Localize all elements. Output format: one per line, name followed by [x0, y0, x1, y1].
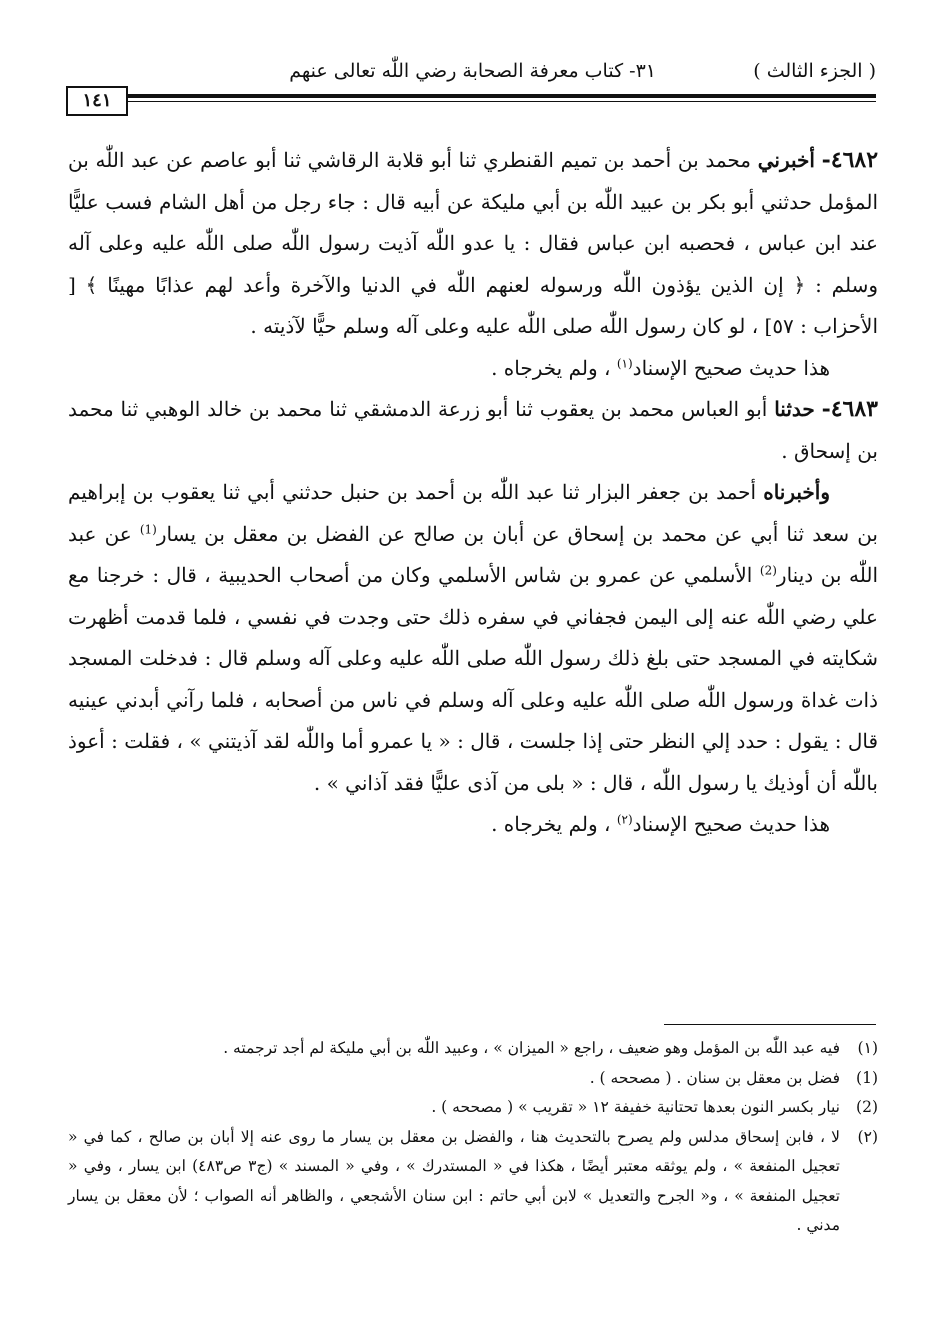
footnote-ref: (2)	[759, 563, 777, 578]
grading-tail: ، ولم يخرجاه .	[491, 355, 611, 380]
footnote-ref: (1)	[139, 521, 157, 536]
footnote-separator	[664, 1024, 876, 1025]
footnotes	[68, 1034, 878, 1241]
footnote-text: فيه عبد اللّٰه بن المؤمل وهو ضعيف ، راجع « الميزان » ، وعبيد اللّٰه بن أبي مليكة لم أجد ترجمته .	[223, 1039, 840, 1057]
footnote-ref: (١)	[616, 355, 633, 370]
header-rule-thick	[128, 94, 876, 98]
page-number: ١٤١	[66, 86, 128, 116]
hadith-4683	[68, 389, 878, 472]
grading-1	[68, 348, 878, 390]
hadith-text: محمد بن أحمد بن تميم القنطري ثنا أبو قلابة الرقاشي ثنا أبو عاصم عن عبد اللّٰه بن المؤمل حدثني أبو بكر بن عبيد اللّٰه بن أبي مليكة عن أبيه قال : جاء رجل من أهل الشام فسب عليًّا عند ابن عباس ، فحصبه ابن عباس فقال : يا عدو اللّٰه آذيت رسول اللّٰه صلى اللّٰه عليه وعلى آله وسلم :	[68, 148, 879, 297]
hadith-number: ٤٦٨٣-	[821, 396, 878, 422]
hadith-text: أبو العباس محمد بن يعقوب ثنا أبو زرعة الدمشقي ثنا محمد بن خالد الوهبي ثنا محمد بن إسحاق .	[68, 397, 878, 463]
quran-verse: ﴿ إن الذين يؤذون اللّٰه ورسوله لعنهم اللّٰه في الدنيا والآخرة وأعد لهم عذابًا مهينًا ﴾	[85, 272, 806, 297]
running-header	[66, 56, 876, 94]
footnote-mark: (1)	[856, 1068, 878, 1087]
footnote-mark: (٢)	[857, 1127, 878, 1146]
hadith-lead: حدثنا	[774, 397, 815, 421]
book-title: ٣١- كتاب معرفة الصحابة رضي اللّٰه تعالى عنهم	[289, 60, 656, 82]
chain-text-3: الأسلمي عن عمرو بن شاس الأسلمي وكان من أصحاب الحديبية ، قال : خرجنا مع علي رضي اللّٰه عنه إلى اليمن فجفاني في سفره ذلك حتى وجدت في نفسي ، فلما قدمت أظهرت شكايته في المسجد حتى بلغ ذلك رسول اللّٰه صلى اللّٰه عليه وعلى آله وسلم قال : فدخلت المسجد ذات غداة ورسول اللّٰه صلى اللّٰه عليه وعلى آله وسلم في ناس من أصحابه ، فلما رآني أبدني عينيه قال : يقول : حدد إلي النظر حتى إذا جلست ، قال : « يا عمرو أما واللّٰه لقد آذيتني » ، فقلت : أعوذ باللّٰه أن أوذيك يا رسول اللّٰه ، قال : « بلى من آذى عليًّا فقد آذاني » .	[68, 563, 878, 795]
chain-text-2: عن عبد اللّٰه بن دينار	[68, 521, 879, 587]
grading-tail: ، ولم يخرجاه .	[491, 812, 611, 836]
footnote-text: لا ، فابن إسحاق مدلس ولم يصرح بالتحديث هنا ، والفضل بن معقل بن يسار ما روى عنه إلا أبان بن صالح ، كما في « تعجيل المنفعة » ، ولم يوثقه معتبر أيضًا ، هكذا في « المستدرك » ، وفي « المسند » (ج٣ ص٤٨٣) ابن يسار ، وفي « تعجيل المنفعة » ، و« الجرح والتعديل » لابن أبي حاتم : ابن سنان الأشجعي ، والظاهر أنه الصواب ؛ لأن معقل بن يسار مدني .	[68, 1127, 840, 1234]
footnote	[68, 1034, 878, 1064]
chain-text: أحمد بن جعفر البزار ثنا عبد اللّٰه بن أحمد بن حنبل حدثني أبي ثنا يعقوب بن إبراهيم بن سعد ثنا أبي عن محمد بن إسحاق عن أبان بن صالح عن الفضل بن معقل بن يسار	[68, 480, 878, 546]
footnote-text: فضل بن معقل بن سنان . ( مصححه ) .	[589, 1068, 840, 1087]
grading-text: هذا حديث صحيح الإسناد	[632, 355, 830, 380]
second-chain	[68, 472, 878, 804]
footnote-mark: (١)	[857, 1039, 878, 1057]
hadith-number: ٤٦٨٢-	[821, 147, 879, 173]
grading-2	[68, 804, 878, 846]
footnote-ref: (٢)	[616, 812, 633, 827]
chain-lead: وأخبرناه	[763, 480, 831, 504]
grading-text: هذا حديث صحيح الإسناد	[632, 812, 830, 836]
hadith-4682	[68, 140, 878, 348]
footnote	[68, 1123, 878, 1241]
volume-label: ( الجزء الثالث )	[753, 60, 876, 82]
footnote	[68, 1064, 878, 1094]
hadith-text-continued: [ الأحزاب : ٥٧] ، لو كان رسول اللّٰه صلى اللّٰه عليه وعلى آله وسلم حيًّا لآذيته .	[68, 272, 878, 338]
footnote	[68, 1093, 878, 1123]
footnote-mark: (2)	[856, 1098, 878, 1116]
header-rule-thin	[128, 101, 876, 102]
hadith-lead: أخبرني	[757, 148, 815, 172]
main-text	[68, 140, 878, 846]
header-rule	[128, 94, 876, 102]
footnote-text: نيار بكسر النون بعدها تحتانية خفيفة ١٢ « تقريب » ( مصححه ) .	[431, 1098, 840, 1116]
